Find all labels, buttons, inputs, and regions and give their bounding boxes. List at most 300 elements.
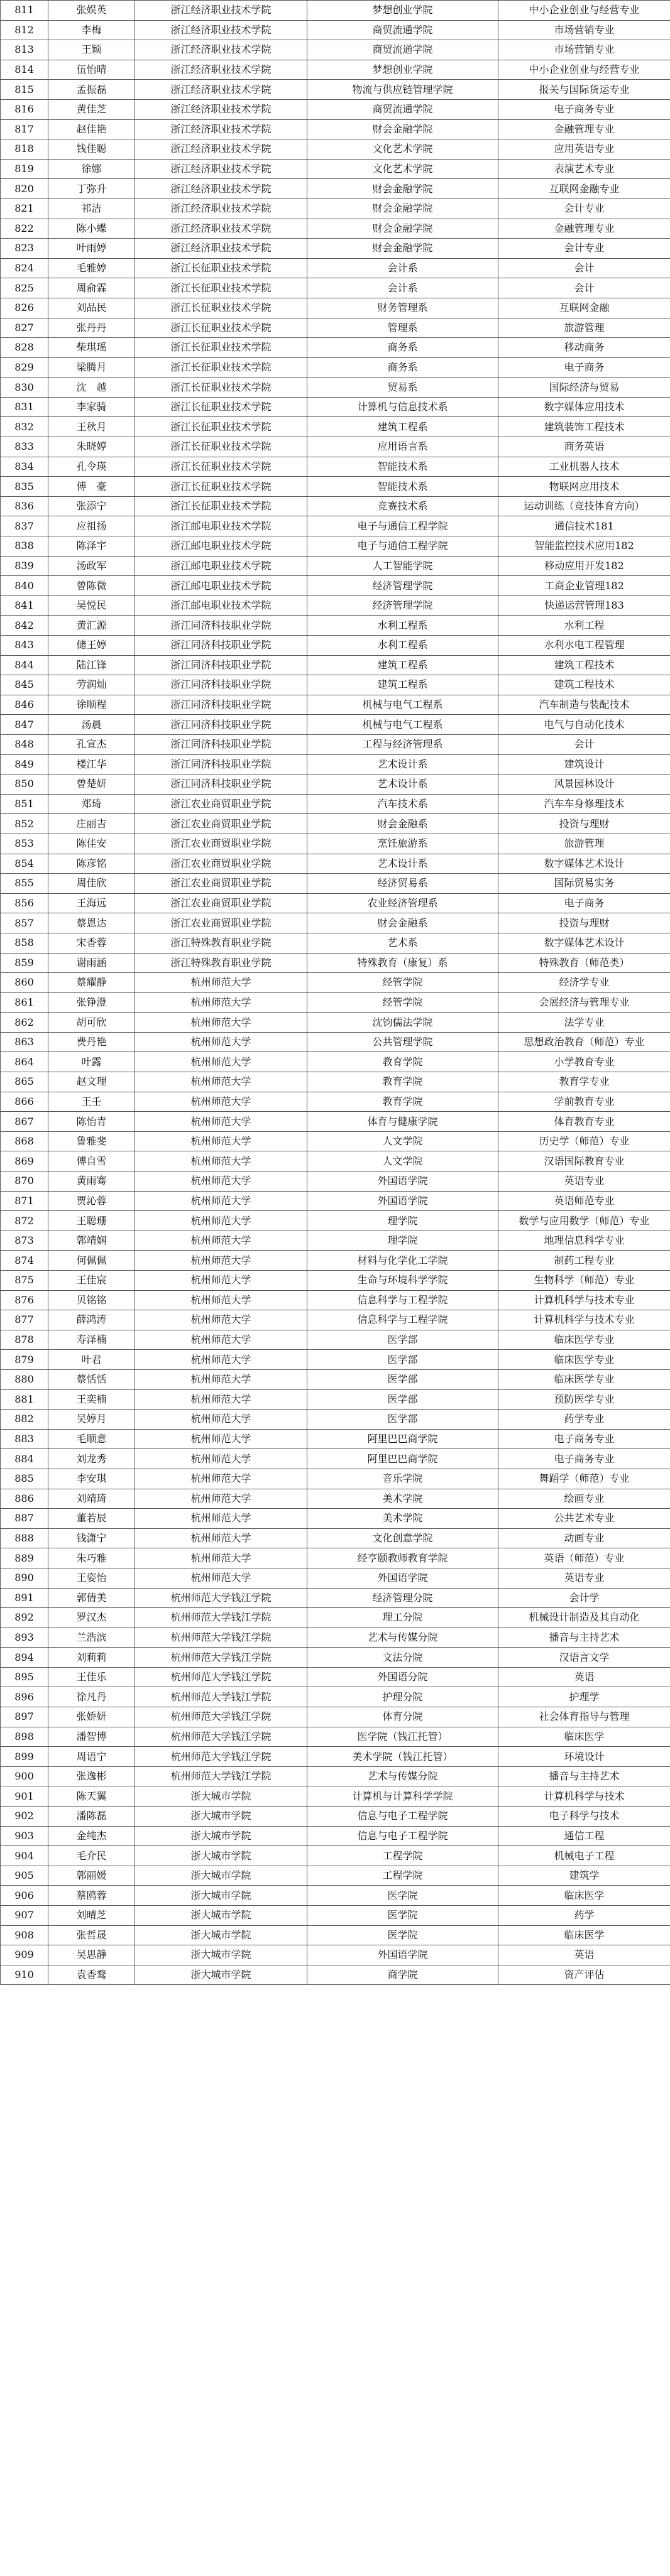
- student-name-cell: 潘陈磊: [48, 1807, 135, 1827]
- row-number-cell: 864: [1, 1052, 48, 1072]
- row-number-cell: 832: [1, 417, 48, 437]
- college-cell: 商学院: [307, 1965, 498, 1985]
- college-cell: 医学院: [307, 1925, 498, 1945]
- student-name-cell: 张娱英: [48, 1, 135, 21]
- student-name-cell: 周语宁: [48, 1747, 135, 1767]
- table-row: [1, 834, 670, 854]
- student-name-cell: 刘靖琦: [48, 1489, 135, 1509]
- table-row: [1, 1449, 670, 1469]
- table-row: [1, 179, 670, 199]
- row-number-cell: 891: [1, 1588, 48, 1608]
- table-row: [1, 1231, 670, 1251]
- student-name-cell: 贝铭铭: [48, 1290, 135, 1310]
- school-cell: 杭州师范大学: [135, 1330, 307, 1350]
- student-name-cell: 劳润灿: [48, 675, 135, 695]
- row-number-cell: 882: [1, 1410, 48, 1430]
- row-number-cell: 895: [1, 1667, 48, 1687]
- table-row: [1, 1826, 670, 1846]
- table-row: [1, 397, 670, 417]
- row-number-cell: 904: [1, 1846, 48, 1866]
- college-cell: 美术学院（钱江托管）: [307, 1747, 498, 1767]
- table-row: [1, 1191, 670, 1211]
- major-cell: 机械设计制造及其自动化: [498, 1608, 670, 1628]
- major-cell: 计算机科学与技术专业: [498, 1290, 670, 1310]
- school-cell: 杭州师范大学: [135, 1191, 307, 1211]
- college-cell: 商务系: [307, 357, 498, 378]
- student-name-cell: 柴琪瑶: [48, 338, 135, 358]
- school-cell: 杭州师范大学: [135, 1171, 307, 1192]
- school-cell: 浙江同济科技职业学院: [135, 655, 307, 675]
- school-cell: 浙大城市学院: [135, 1846, 307, 1866]
- student-name-cell: 吴婷月: [48, 1410, 135, 1430]
- school-cell: 浙江长征职业技术学院: [135, 437, 307, 457]
- table-row: [1, 1489, 670, 1509]
- major-cell: 英语（师范）专业: [498, 1548, 670, 1568]
- major-cell: 建筑设计: [498, 754, 670, 774]
- student-name-cell: 王秋月: [48, 417, 135, 437]
- table-row: [1, 457, 670, 477]
- school-cell: 浙大城市学院: [135, 1807, 307, 1827]
- table-row: [1, 1092, 670, 1112]
- school-cell: 浙江特殊教育职业学院: [135, 953, 307, 973]
- student-name-cell: 楼江华: [48, 754, 135, 774]
- school-cell: 浙江经济职业技术学院: [135, 119, 307, 139]
- table-row: [1, 1290, 670, 1310]
- major-cell: 会计: [498, 278, 670, 298]
- student-name-cell: 赵文理: [48, 1072, 135, 1092]
- school-cell: 浙江经济职业技术学院: [135, 179, 307, 199]
- table-row: [1, 1429, 670, 1449]
- major-cell: 旅游管理: [498, 318, 670, 338]
- school-cell: 杭州师范大学: [135, 1052, 307, 1072]
- college-cell: 沈钧儒法学院: [307, 1013, 498, 1033]
- major-cell: 英语: [498, 1667, 670, 1687]
- major-cell: 互联网金融: [498, 298, 670, 318]
- college-cell: 商务系: [307, 338, 498, 358]
- student-name-cell: 黄雨骞: [48, 1171, 135, 1192]
- major-cell: 临床医学专业: [498, 1369, 670, 1389]
- student-name-cell: 徐娜: [48, 159, 135, 179]
- student-name-cell: 钱潇宁: [48, 1528, 135, 1548]
- table-row: [1, 1389, 670, 1410]
- student-name-cell: 张哲晟: [48, 1925, 135, 1945]
- major-cell: 移动应用开发182: [498, 556, 670, 576]
- major-cell: 快递运营管理183: [498, 595, 670, 616]
- student-name-cell: 孟振磊: [48, 80, 135, 100]
- row-number-cell: 905: [1, 1866, 48, 1886]
- college-cell: 外国语学院: [307, 1945, 498, 1965]
- row-number-cell: 890: [1, 1568, 48, 1588]
- major-cell: 数学与应用数学（师范）专业: [498, 1211, 670, 1231]
- student-name-cell: 刘晴芝: [48, 1906, 135, 1926]
- table-row: [1, 1310, 670, 1330]
- college-cell: 信息科学与工程学院: [307, 1290, 498, 1310]
- major-cell: 数字媒体应用技术: [498, 397, 670, 417]
- college-cell: 建筑工程系: [307, 655, 498, 675]
- row-number-cell: 815: [1, 80, 48, 100]
- school-cell: 浙江同济科技职业学院: [135, 616, 307, 636]
- college-cell: 艺术与传媒分院: [307, 1628, 498, 1648]
- college-cell: 外国语学院: [307, 1171, 498, 1192]
- school-cell: 浙江农业商贸职业学院: [135, 874, 307, 894]
- major-cell: 风景园林设计: [498, 774, 670, 795]
- student-name-cell: 潘智博: [48, 1727, 135, 1747]
- college-cell: 会计系: [307, 258, 498, 278]
- row-number-cell: 825: [1, 278, 48, 298]
- student-name-cell: 沈 越: [48, 378, 135, 398]
- school-cell: 杭州师范大学: [135, 1548, 307, 1568]
- student-name-cell: 王佳乐: [48, 1667, 135, 1687]
- row-number-cell: 876: [1, 1290, 48, 1310]
- row-number-cell: 870: [1, 1171, 48, 1192]
- table-row: [1, 1013, 670, 1033]
- college-cell: 体育与健康学院: [307, 1112, 498, 1132]
- major-cell: 临床医学: [498, 1727, 670, 1747]
- major-cell: 投资与理财: [498, 814, 670, 834]
- student-name-cell: 王佳宸: [48, 1271, 135, 1291]
- school-cell: 浙大城市学院: [135, 1925, 307, 1945]
- college-cell: 水利工程系: [307, 616, 498, 636]
- school-cell: 杭州师范大学: [135, 1469, 307, 1489]
- table-row: [1, 1211, 670, 1231]
- college-cell: 音乐学院: [307, 1469, 498, 1489]
- major-cell: 电子科学与技术: [498, 1807, 670, 1827]
- student-name-cell: 张丹丹: [48, 318, 135, 338]
- major-cell: 临床医学专业: [498, 1350, 670, 1370]
- student-name-cell: 储王婷: [48, 636, 135, 656]
- college-cell: 医学院（钱江托管）: [307, 1727, 498, 1747]
- college-cell: 财会金融系: [307, 913, 498, 933]
- college-cell: 阿里巴巴商学院: [307, 1429, 498, 1449]
- table-row: [1, 516, 670, 536]
- school-cell: 浙江经济职业技术学院: [135, 99, 307, 119]
- college-cell: 护理分院: [307, 1687, 498, 1707]
- row-number-cell: 884: [1, 1449, 48, 1469]
- student-name-cell: 庄丽吉: [48, 814, 135, 834]
- table-row: [1, 1, 670, 21]
- college-cell: 财会金融学院: [307, 239, 498, 259]
- table-row: [1, 1628, 670, 1648]
- row-number-cell: 863: [1, 1032, 48, 1052]
- major-cell: 资产评估: [498, 1965, 670, 1985]
- student-name-cell: 徐凡丹: [48, 1687, 135, 1707]
- student-name-cell: 朱巧雅: [48, 1548, 135, 1568]
- row-number-cell: 840: [1, 576, 48, 596]
- school-cell: 浙江长征职业技术学院: [135, 278, 307, 298]
- school-cell: 浙江特殊教育职业学院: [135, 933, 307, 953]
- major-cell: 思想政治教育（师范）专业: [498, 1032, 670, 1052]
- school-cell: 杭州师范大学: [135, 1251, 307, 1271]
- school-cell: 浙江农业商贸职业学院: [135, 814, 307, 834]
- college-cell: 材料与化学化工学院: [307, 1251, 498, 1271]
- college-cell: 艺术系: [307, 933, 498, 953]
- major-cell: 英语: [498, 1945, 670, 1965]
- college-cell: 梦想创业学院: [307, 1, 498, 21]
- row-number-cell: 861: [1, 992, 48, 1013]
- college-cell: 艺术设计系: [307, 854, 498, 874]
- table-row: [1, 1330, 670, 1350]
- college-cell: 公共管理学院: [307, 1032, 498, 1052]
- college-cell: 物流与供应链管理学院: [307, 80, 498, 100]
- major-cell: 汉语言文学: [498, 1648, 670, 1668]
- major-cell: 建筑装饰工程技术: [498, 417, 670, 437]
- school-cell: 浙江同济科技职业学院: [135, 636, 307, 656]
- major-cell: 会计: [498, 734, 670, 754]
- school-cell: 杭州师范大学: [135, 1528, 307, 1548]
- row-number-cell: 851: [1, 794, 48, 814]
- college-cell: 外国语分院: [307, 1667, 498, 1687]
- school-cell: 杭州师范大学钱江学院: [135, 1727, 307, 1747]
- school-cell: 杭州师范大学: [135, 1131, 307, 1151]
- school-cell: 杭州师范大学: [135, 1369, 307, 1389]
- major-cell: 药学专业: [498, 1410, 670, 1430]
- row-number-cell: 901: [1, 1786, 48, 1807]
- college-cell: 财务管理系: [307, 298, 498, 318]
- college-cell: 艺术设计系: [307, 754, 498, 774]
- student-name-cell: 曾楚妍: [48, 774, 135, 795]
- school-cell: 浙江经济职业技术学院: [135, 219, 307, 239]
- student-name-cell: 孔令瑛: [48, 457, 135, 477]
- college-cell: 建筑工程系: [307, 675, 498, 695]
- school-cell: 浙江农业商贸职业学院: [135, 854, 307, 874]
- major-cell: 社会体育指导与管理: [498, 1707, 670, 1727]
- student-name-cell: 吴悦民: [48, 595, 135, 616]
- college-cell: 理学院: [307, 1211, 498, 1231]
- school-cell: 浙大城市学院: [135, 1826, 307, 1846]
- row-number-cell: 889: [1, 1548, 48, 1568]
- student-name-cell: 张添宁: [48, 496, 135, 516]
- school-cell: 浙江长征职业技术学院: [135, 417, 307, 437]
- major-cell: 国际贸易实务: [498, 874, 670, 894]
- row-number-cell: 886: [1, 1489, 48, 1509]
- table-row: [1, 477, 670, 497]
- college-cell: 应用语言系: [307, 437, 498, 457]
- student-name-cell: 叶君: [48, 1350, 135, 1370]
- school-cell: 浙江长征职业技术学院: [135, 298, 307, 318]
- college-cell: 文化创意学院: [307, 1528, 498, 1548]
- major-cell: 会计学: [498, 1588, 670, 1608]
- student-name-cell: 赵佳艳: [48, 119, 135, 139]
- row-number-cell: 907: [1, 1906, 48, 1926]
- row-number-cell: 867: [1, 1112, 48, 1132]
- college-cell: 智能技术系: [307, 477, 498, 497]
- row-number-cell: 906: [1, 1886, 48, 1906]
- row-number-cell: 902: [1, 1807, 48, 1827]
- table-row: [1, 913, 670, 933]
- student-name-cell: 吴思静: [48, 1945, 135, 1965]
- student-name-cell: 周俞霖: [48, 278, 135, 298]
- table-row: [1, 595, 670, 616]
- major-cell: 法学专业: [498, 1013, 670, 1033]
- table-row: [1, 616, 670, 636]
- table-row: [1, 417, 670, 437]
- table-row: [1, 1707, 670, 1727]
- student-name-cell: 张娇妍: [48, 1707, 135, 1727]
- row-number-cell: 862: [1, 1013, 48, 1033]
- college-cell: 竞赛技术系: [307, 496, 498, 516]
- row-number-cell: 813: [1, 40, 48, 60]
- school-cell: 杭州师范大学: [135, 1072, 307, 1092]
- school-cell: 杭州师范大学: [135, 992, 307, 1013]
- major-cell: 金融管理专业: [498, 119, 670, 139]
- table-row: [1, 1151, 670, 1171]
- row-number-cell: 893: [1, 1628, 48, 1648]
- school-cell: 杭州师范大学钱江学院: [135, 1707, 307, 1727]
- row-number-cell: 857: [1, 913, 48, 933]
- row-number-cell: 826: [1, 298, 48, 318]
- table-row: [1, 1846, 670, 1866]
- student-name-cell: 曾陈微: [48, 576, 135, 596]
- school-cell: 浙江长征职业技术学院: [135, 477, 307, 497]
- row-number-cell: 847: [1, 715, 48, 735]
- row-number-cell: 831: [1, 397, 48, 417]
- table-row: [1, 874, 670, 894]
- major-cell: 水利工程: [498, 616, 670, 636]
- school-cell: 浙江同济科技职业学院: [135, 754, 307, 774]
- school-cell: 杭州师范大学: [135, 1290, 307, 1310]
- college-cell: 教育学院: [307, 1092, 498, 1112]
- college-cell: 医学部: [307, 1389, 498, 1410]
- student-name-cell: 王颖: [48, 40, 135, 60]
- table-row: [1, 1667, 670, 1687]
- major-cell: 预防医学专业: [498, 1389, 670, 1410]
- school-cell: 浙江农业商贸职业学院: [135, 834, 307, 854]
- school-cell: 杭州师范大学: [135, 1350, 307, 1370]
- major-cell: 中小企业创业与经营专业: [498, 60, 670, 80]
- major-cell: 英语专业: [498, 1171, 670, 1192]
- row-number-cell: 853: [1, 834, 48, 854]
- student-name-cell: 徐顺程: [48, 695, 135, 715]
- school-cell: 浙江邮电职业技术学院: [135, 536, 307, 557]
- major-cell: 通信工程: [498, 1826, 670, 1846]
- row-number-cell: 849: [1, 754, 48, 774]
- row-number-cell: 894: [1, 1648, 48, 1668]
- major-cell: 电子商务专业: [498, 99, 670, 119]
- table-row: [1, 893, 670, 913]
- row-number-cell: 814: [1, 60, 48, 80]
- major-cell: 互联网金融专业: [498, 179, 670, 199]
- major-cell: 播音与主持艺术: [498, 1766, 670, 1786]
- school-cell: 浙大城市学院: [135, 1965, 307, 1985]
- college-cell: 经济管理学院: [307, 595, 498, 616]
- table-row: [1, 1509, 670, 1529]
- table-row: [1, 1072, 670, 1092]
- table-row: [1, 1786, 670, 1807]
- table-row: [1, 318, 670, 338]
- college-cell: 工程学院: [307, 1846, 498, 1866]
- school-cell: 浙江经济职业技术学院: [135, 239, 307, 259]
- college-cell: 艺术与传媒分院: [307, 1766, 498, 1786]
- table-row: [1, 1687, 670, 1707]
- major-cell: 物联网应用技术: [498, 477, 670, 497]
- row-number-cell: 872: [1, 1211, 48, 1231]
- row-number-cell: 854: [1, 854, 48, 874]
- table-row: [1, 734, 670, 754]
- table-row: [1, 1766, 670, 1786]
- college-cell: 理学院: [307, 1231, 498, 1251]
- row-number-cell: 856: [1, 893, 48, 913]
- college-cell: 生命与环境科学学院: [307, 1271, 498, 1291]
- table-row: [1, 139, 670, 160]
- major-cell: 公共艺术专业: [498, 1509, 670, 1529]
- school-cell: 浙江长征职业技术学院: [135, 338, 307, 358]
- student-name-cell: 李梅: [48, 20, 135, 40]
- table-row: [1, 1866, 670, 1886]
- student-name-cell: 傅自雪: [48, 1151, 135, 1171]
- college-cell: 管理系: [307, 318, 498, 338]
- college-cell: 医学部: [307, 1369, 498, 1389]
- college-cell: 电子与通信工程学院: [307, 536, 498, 557]
- table-row: [1, 754, 670, 774]
- major-cell: 会计专业: [498, 198, 670, 219]
- college-cell: 商贸流通学院: [307, 40, 498, 60]
- table-row: [1, 1945, 670, 1965]
- major-cell: 表演艺术专业: [498, 159, 670, 179]
- student-name-cell: 谢雨涵: [48, 953, 135, 973]
- student-name-cell: 郭倩美: [48, 1588, 135, 1608]
- table-row: [1, 1906, 670, 1926]
- row-number-cell: 834: [1, 457, 48, 477]
- row-number-cell: 846: [1, 695, 48, 715]
- table-row: [1, 1965, 670, 1985]
- roster-table-body: [1, 1, 670, 1985]
- major-cell: 建筑工程技术: [498, 655, 670, 675]
- major-cell: 水利水电工程管理: [498, 636, 670, 656]
- row-number-cell: 855: [1, 874, 48, 894]
- school-cell: 浙江长征职业技术学院: [135, 378, 307, 398]
- table-row: [1, 1588, 670, 1608]
- table-row: [1, 1727, 670, 1747]
- student-name-cell: 何佩佩: [48, 1251, 135, 1271]
- table-row: [1, 159, 670, 179]
- row-number-cell: 850: [1, 774, 48, 795]
- major-cell: 会计专业: [498, 239, 670, 259]
- table-row: [1, 576, 670, 596]
- table-row: [1, 357, 670, 378]
- major-cell: 舞蹈学（师范）专业: [498, 1469, 670, 1489]
- major-cell: 应用英语专业: [498, 139, 670, 160]
- college-cell: 信息科学与工程学院: [307, 1310, 498, 1330]
- table-row: [1, 1112, 670, 1132]
- school-cell: 杭州师范大学钱江学院: [135, 1687, 307, 1707]
- college-cell: 梦想创业学院: [307, 60, 498, 80]
- table-row: [1, 1131, 670, 1151]
- table-row: [1, 1271, 670, 1291]
- school-cell: 杭州师范大学: [135, 1013, 307, 1033]
- college-cell: 会计系: [307, 278, 498, 298]
- school-cell: 浙江长征职业技术学院: [135, 457, 307, 477]
- student-name-cell: 宋香蓉: [48, 933, 135, 953]
- major-cell: 运动训练（竞技体育方向）: [498, 496, 670, 516]
- table-row: [1, 1548, 670, 1568]
- table-row: [1, 973, 670, 993]
- student-name-cell: 董若辰: [48, 1509, 135, 1529]
- college-cell: 经济管理分院: [307, 1588, 498, 1608]
- table-row: [1, 1608, 670, 1628]
- college-cell: 教育学院: [307, 1052, 498, 1072]
- row-number-cell: 843: [1, 636, 48, 656]
- school-cell: 浙江邮电职业技术学院: [135, 576, 307, 596]
- school-cell: 杭州师范大学: [135, 1410, 307, 1430]
- college-cell: 商贸流通学院: [307, 20, 498, 40]
- major-cell: 经济学专业: [498, 973, 670, 993]
- college-cell: 外国语学院: [307, 1191, 498, 1211]
- college-cell: 医学院: [307, 1886, 498, 1906]
- college-cell: 电子与通信工程学院: [307, 516, 498, 536]
- school-cell: 浙江经济职业技术学院: [135, 40, 307, 60]
- major-cell: 市场营销专业: [498, 20, 670, 40]
- row-number-cell: 900: [1, 1766, 48, 1786]
